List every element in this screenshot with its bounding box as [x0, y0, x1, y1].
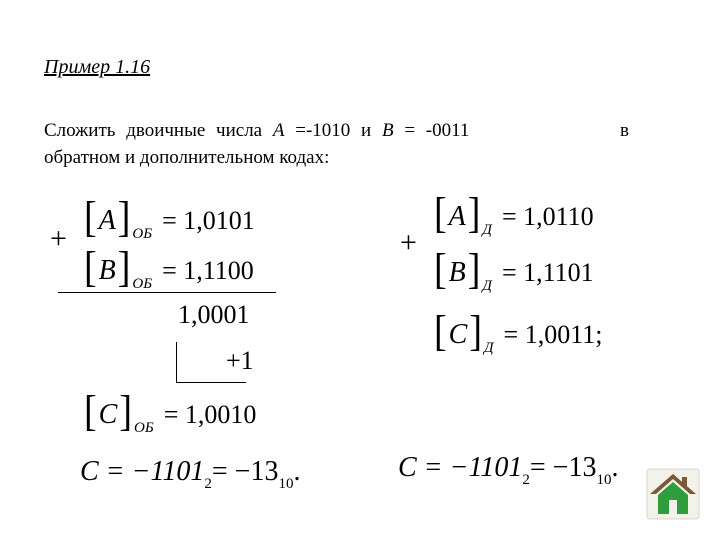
right-final-result — [398, 452, 619, 488]
subscript-d: Д — [484, 340, 494, 356]
var-b: B — [448, 257, 466, 288]
bracket-open: [ — [84, 242, 97, 292]
statement-text: =-1010 и — [295, 120, 372, 141]
var-c: C — [448, 319, 468, 350]
base-2-subscript: 2 — [204, 476, 212, 492]
subscript-ob: ОБ — [132, 276, 153, 292]
bracket-close: ] — [467, 244, 481, 294]
statement-text: Сложить двоичные числа — [44, 120, 263, 141]
right-operand-a — [434, 188, 594, 238]
home-button[interactable] — [646, 468, 700, 520]
value-a-ob: = 1,0101 — [162, 206, 255, 235]
bracket-close: ] — [119, 386, 132, 436]
var-b: B — [98, 255, 116, 286]
variable-b: B — [381, 120, 394, 141]
bracket-open: [ — [84, 386, 97, 436]
example-title: Пример 1.16 — [44, 56, 151, 78]
base-10-subscript: 10 — [278, 476, 294, 492]
bracket-open: [ — [434, 306, 447, 356]
bracket-open: [ — [84, 192, 97, 242]
variable-a: A — [272, 120, 285, 141]
final-result-text: C = −1101 — [80, 456, 205, 487]
value-a-d: = 1,0110 — [501, 202, 594, 231]
right-result-c — [434, 306, 603, 356]
subscript-d: Д — [482, 222, 492, 238]
value-c-d: = 1,0011; — [503, 320, 603, 349]
bracket-close: ] — [469, 306, 482, 356]
problem-statement-line1 — [44, 120, 469, 142]
value-b-ob: = 1,1100 — [162, 256, 254, 285]
var-a: A — [98, 205, 116, 236]
left-final-result — [80, 456, 301, 492]
bracket-close: ] — [117, 242, 131, 292]
final-result-decimal: = −13 — [211, 456, 279, 487]
subscript-d: Д — [482, 278, 492, 294]
base-10-subscript: 10 — [596, 472, 612, 488]
carry-bracket-vertical — [176, 342, 177, 382]
statement-word-v: в — [620, 120, 629, 141]
bracket-open: [ — [434, 244, 447, 294]
value-c-ob: = 1,0010 — [163, 400, 257, 429]
left-operand-b — [84, 242, 254, 292]
intermediate-sum: 1,0001 — [178, 300, 250, 329]
final-result-text: C = −1101 — [398, 452, 523, 483]
left-result-c — [84, 386, 257, 436]
bracket-open: [ — [434, 188, 447, 238]
subscript-ob: ОБ — [132, 226, 153, 242]
value-b-d: = 1,1101 — [501, 258, 594, 287]
statement-text: = -0011 — [404, 120, 470, 141]
bracket-close: ] — [117, 192, 131, 242]
carry-one: +1 — [226, 346, 254, 375]
carry-bracket-horizontal — [176, 382, 246, 383]
var-c: C — [98, 399, 118, 430]
final-result-decimal: = −13 — [529, 452, 597, 483]
right-operand-b — [434, 244, 594, 294]
subscript-ob: ОБ — [134, 420, 154, 436]
sum-rule-left — [58, 292, 276, 293]
var-a: A — [448, 201, 466, 232]
plus-sign-left: + — [50, 222, 67, 255]
problem-statement-line2: обратном и дополнительном кодах: — [44, 147, 330, 168]
bracket-close: ] — [467, 188, 481, 238]
home-icon — [646, 468, 700, 520]
final-period: . — [611, 452, 619, 483]
base-2-subscript: 2 — [522, 472, 530, 488]
plus-sign-right: + — [400, 226, 417, 259]
final-period: . — [293, 456, 301, 487]
left-operand-a — [84, 192, 255, 242]
